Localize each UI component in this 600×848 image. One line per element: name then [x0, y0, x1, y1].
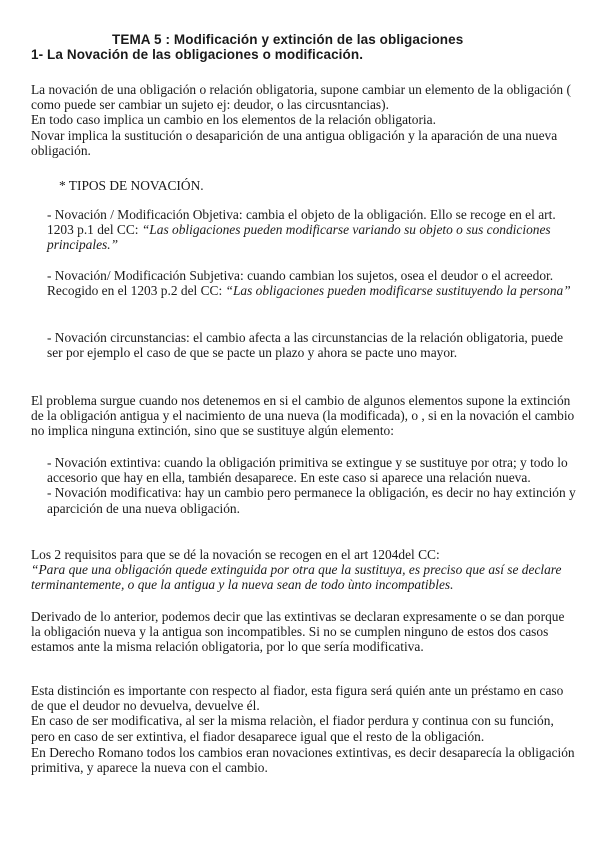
romano-text: En Derecho Romano todos los cambios eran novaciones extintivas, es decir desaparecía la obligación primitiva, y aparece la nueva con el cambio.: [31, 745, 575, 776]
section-heading: 1- La Novación de las obligaciones o modificación.: [31, 47, 364, 62]
fiador-text: En caso de ser modificativa, al ser la misma relaciòn, el fiador perdura y continua con su función, pero en caso de ser extintiva, el fiador desaparece igual que el resto de la obligación.: [31, 713, 554, 744]
requisitos-text: Los 2 requisitos para que se dé la novación se recogen en el art 1204del CC:: [31, 547, 440, 562]
subjetiva-quote: “Las obligaciones pueden modificarse sustituyendo la persona”: [225, 283, 571, 299]
intro-block: [31, 82, 576, 158]
extintiva-text: - Novación extintiva: cuando la obligación primitiva se extingue y se sustituye por otra; y todo lo accesorio que hay en ella, también desaparece. En este caso si aparece una relación nueva.: [47, 455, 568, 486]
derivado-text: Derivado de lo anterior, podemos decir que las extintivas se declaran expresamente o se dan porque la obligación nueva y la antigua son incompatibles. Si no se cumplen ninguno de estos dos casos estamos ante la misma relación obligatoria, por lo que sería modificativa.: [31, 609, 565, 655]
problema-paragraph: [31, 393, 576, 439]
objetiva-quote: “Las obligaciones pueden modificarse variando su objeto o sus condiciones principales.”: [47, 222, 551, 253]
subjetiva-text: - Novación/ Modificación Subjetiva: cuando cambian los sujetos, osea el deudor o el acreedor. Recogido en el 1203 p.2 del CC:: [47, 268, 554, 299]
modificativa-text: - Novación modificativa: hay un cambio pero permanece la obligación, es decir no hay extinción y aparcición de una nueva obligación.: [47, 485, 576, 516]
extintiva-block: [31, 455, 576, 516]
subjetiva-paragraph: [31, 268, 576, 298]
requisitos-quote: “Para que una obligación quede extinguida por otra que la sustituya, es preciso que así se declare terminantemente, o que la antigua y la nueva sean de todo ùnto incompatibles.: [31, 562, 562, 593]
intro-paragraph: Novar implica la sustitución o desaparición de una antigua obligación y la aparación de una nueva obligación.: [31, 127, 558, 158]
intro-paragraph: La novación de una obligación o relación obligatoria, supone cambiar un elemento de la obligación ( como puede ser cambiar un sujeto ej: deudor, o las circusntancias).: [31, 82, 571, 113]
problema-text: El problema surgue cuando nos detenemos en si el cambio de algunos elementos supone la extinción de la obligación antigua y el nacimiento de una nueva (la modificada), o , si en la novación el cambio no implica ninguna extinción, sino que se sustituye algún elemento:: [31, 393, 575, 439]
derivado-paragraph: [31, 609, 576, 655]
romano-paragraph: [31, 745, 576, 775]
tipos-heading: * TIPOS DE NOVACIÓN.: [59, 178, 204, 193]
objetiva-text: - Novación / Modificación Objetiva: cambia el objeto de la obligación. Ello se recoge en el art. 1203 p.1 del CC:: [47, 207, 556, 238]
page-title: TEMA 5 : Modificación y extinción de las obligaciones: [112, 32, 464, 47]
intro-paragraph: En todo caso implica un cambio en los elementos de la relación obligatoria.: [31, 112, 436, 128]
circunstancias-text: - Novación circunstancias: el cambio afecta a las circunstancias de la relación obligatoria, puede ser por ejemplo el caso de que se pacte un plazo y ahora se pacte uno mayor.: [47, 330, 564, 361]
objetiva-paragraph: [31, 207, 576, 253]
fiador-block: [31, 683, 576, 744]
fiador-text: Esta distinción es importante con respecto al fiador, esta figura será quién ante un préstamo en caso de que el deudor no devuelva, devuelve él.: [31, 683, 564, 714]
circunstancias-paragraph: [31, 330, 576, 360]
requisitos-block: [31, 547, 576, 593]
